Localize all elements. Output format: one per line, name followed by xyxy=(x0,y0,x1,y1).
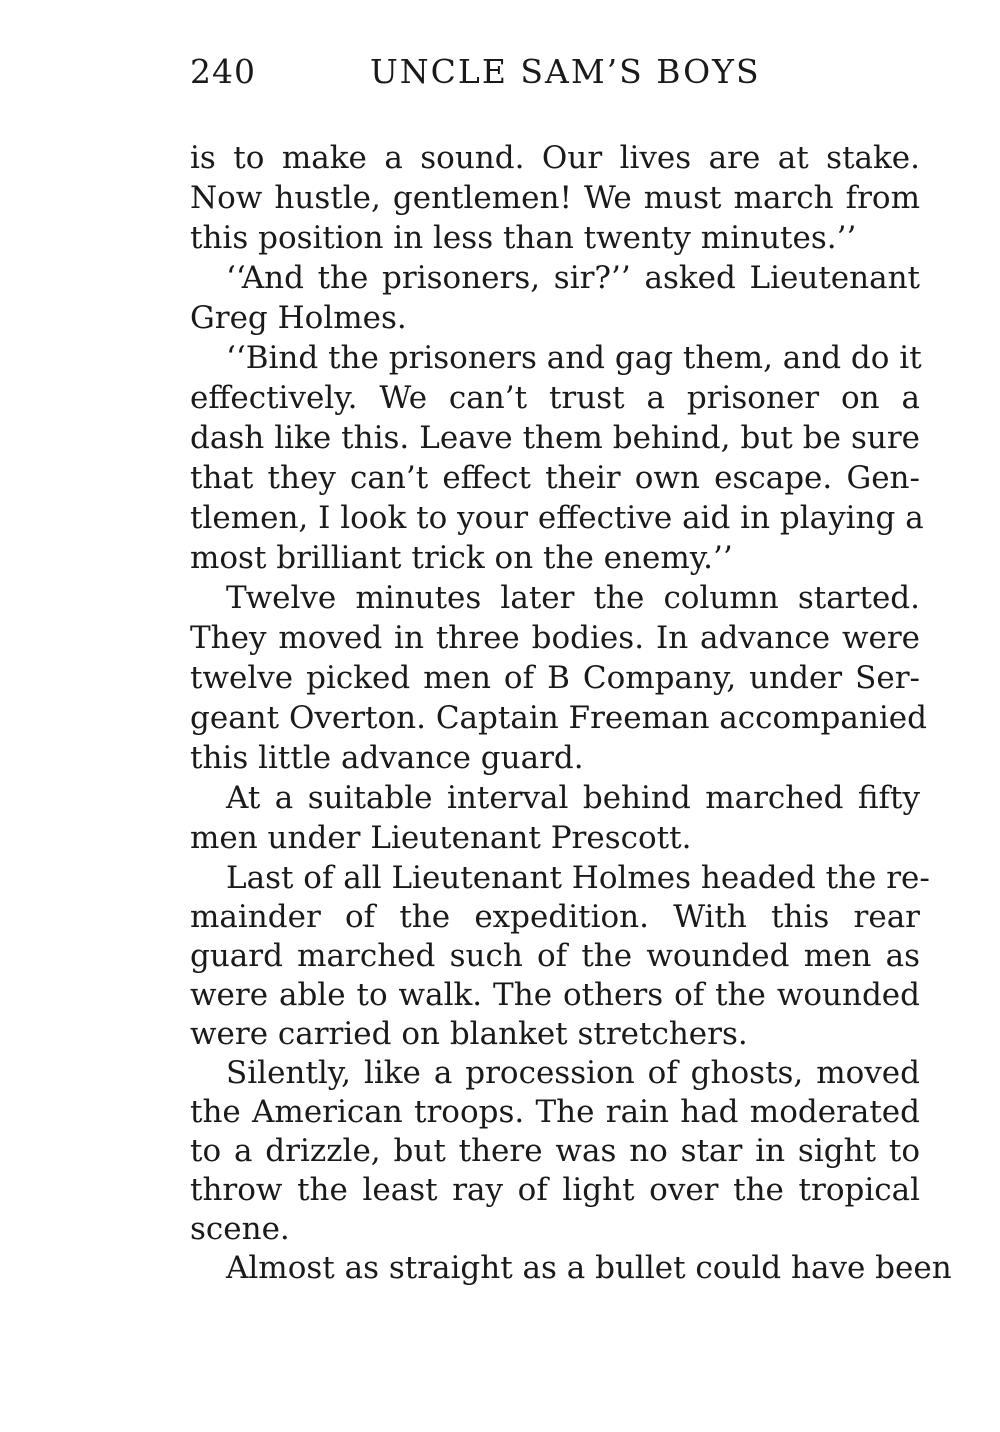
page-header xyxy=(190,52,920,96)
text-line: ‘‘And the prisoners, sir?’’ asked Lieutenant xyxy=(226,260,920,296)
text-line: Silently, like a procession of ghosts, moved xyxy=(226,1055,920,1091)
text-line: geant Overton. Captain Freeman accompanied xyxy=(190,700,927,736)
running-head: UNCLE SAM’S BOYS xyxy=(370,52,761,91)
text-line: twelve picked men of B Company, under Ser- xyxy=(190,660,920,696)
text-line: were able to walk. The others of the wounded xyxy=(190,977,920,1013)
text-line: dash like this. Leave them behind, but be sure xyxy=(190,420,920,456)
text-line: They moved in three bodies. In advance were xyxy=(190,620,920,656)
text-line: Twelve minutes later the column started. xyxy=(226,580,920,616)
text-line: were carried on blanket stretchers. xyxy=(190,1016,748,1052)
text-line: throw the least ray of light over the tropical xyxy=(190,1172,920,1208)
text-line: ‘‘Bind the prisoners and gag them, and do it xyxy=(226,340,922,376)
text-line: At a suitable interval behind marched fifty xyxy=(226,780,920,816)
text-line: this little advance guard. xyxy=(190,740,584,776)
text-line: scene. xyxy=(190,1211,290,1247)
text-line: most brilliant trick on the enemy.’’ xyxy=(190,540,733,576)
text-line: guard marched such of the wounded men as xyxy=(190,938,920,974)
text-line: Now hustle, gentlemen! We must march from xyxy=(190,180,920,216)
body-text xyxy=(190,138,952,1287)
text-line: the American troops. The rain had moderated xyxy=(190,1094,920,1130)
text-line: Almost as straight as a bullet could have been xyxy=(226,1250,952,1286)
text-line: to a drizzle, but there was no star in sight to xyxy=(190,1133,920,1169)
text-line: that they can’t effect their own escape. Gen- xyxy=(190,460,920,496)
page-number: 240 xyxy=(190,52,256,91)
text-line: Greg Holmes. xyxy=(190,300,407,336)
text-line: mainder of the expedition. With this rear xyxy=(190,899,920,935)
text-line: effectively. We can’t trust a prisoner on a xyxy=(190,380,920,416)
text-line: Last of all Lieutenant Holmes headed the re- xyxy=(226,860,930,896)
text-line: this position in less than twenty minutes.’’ xyxy=(190,220,857,256)
text-line: men under Lieutenant Prescott. xyxy=(190,820,692,856)
text-line: is to make a sound. Our lives are at stake. xyxy=(190,140,920,176)
text-line: tlemen, I look to your effective aid in playing a xyxy=(190,500,924,536)
